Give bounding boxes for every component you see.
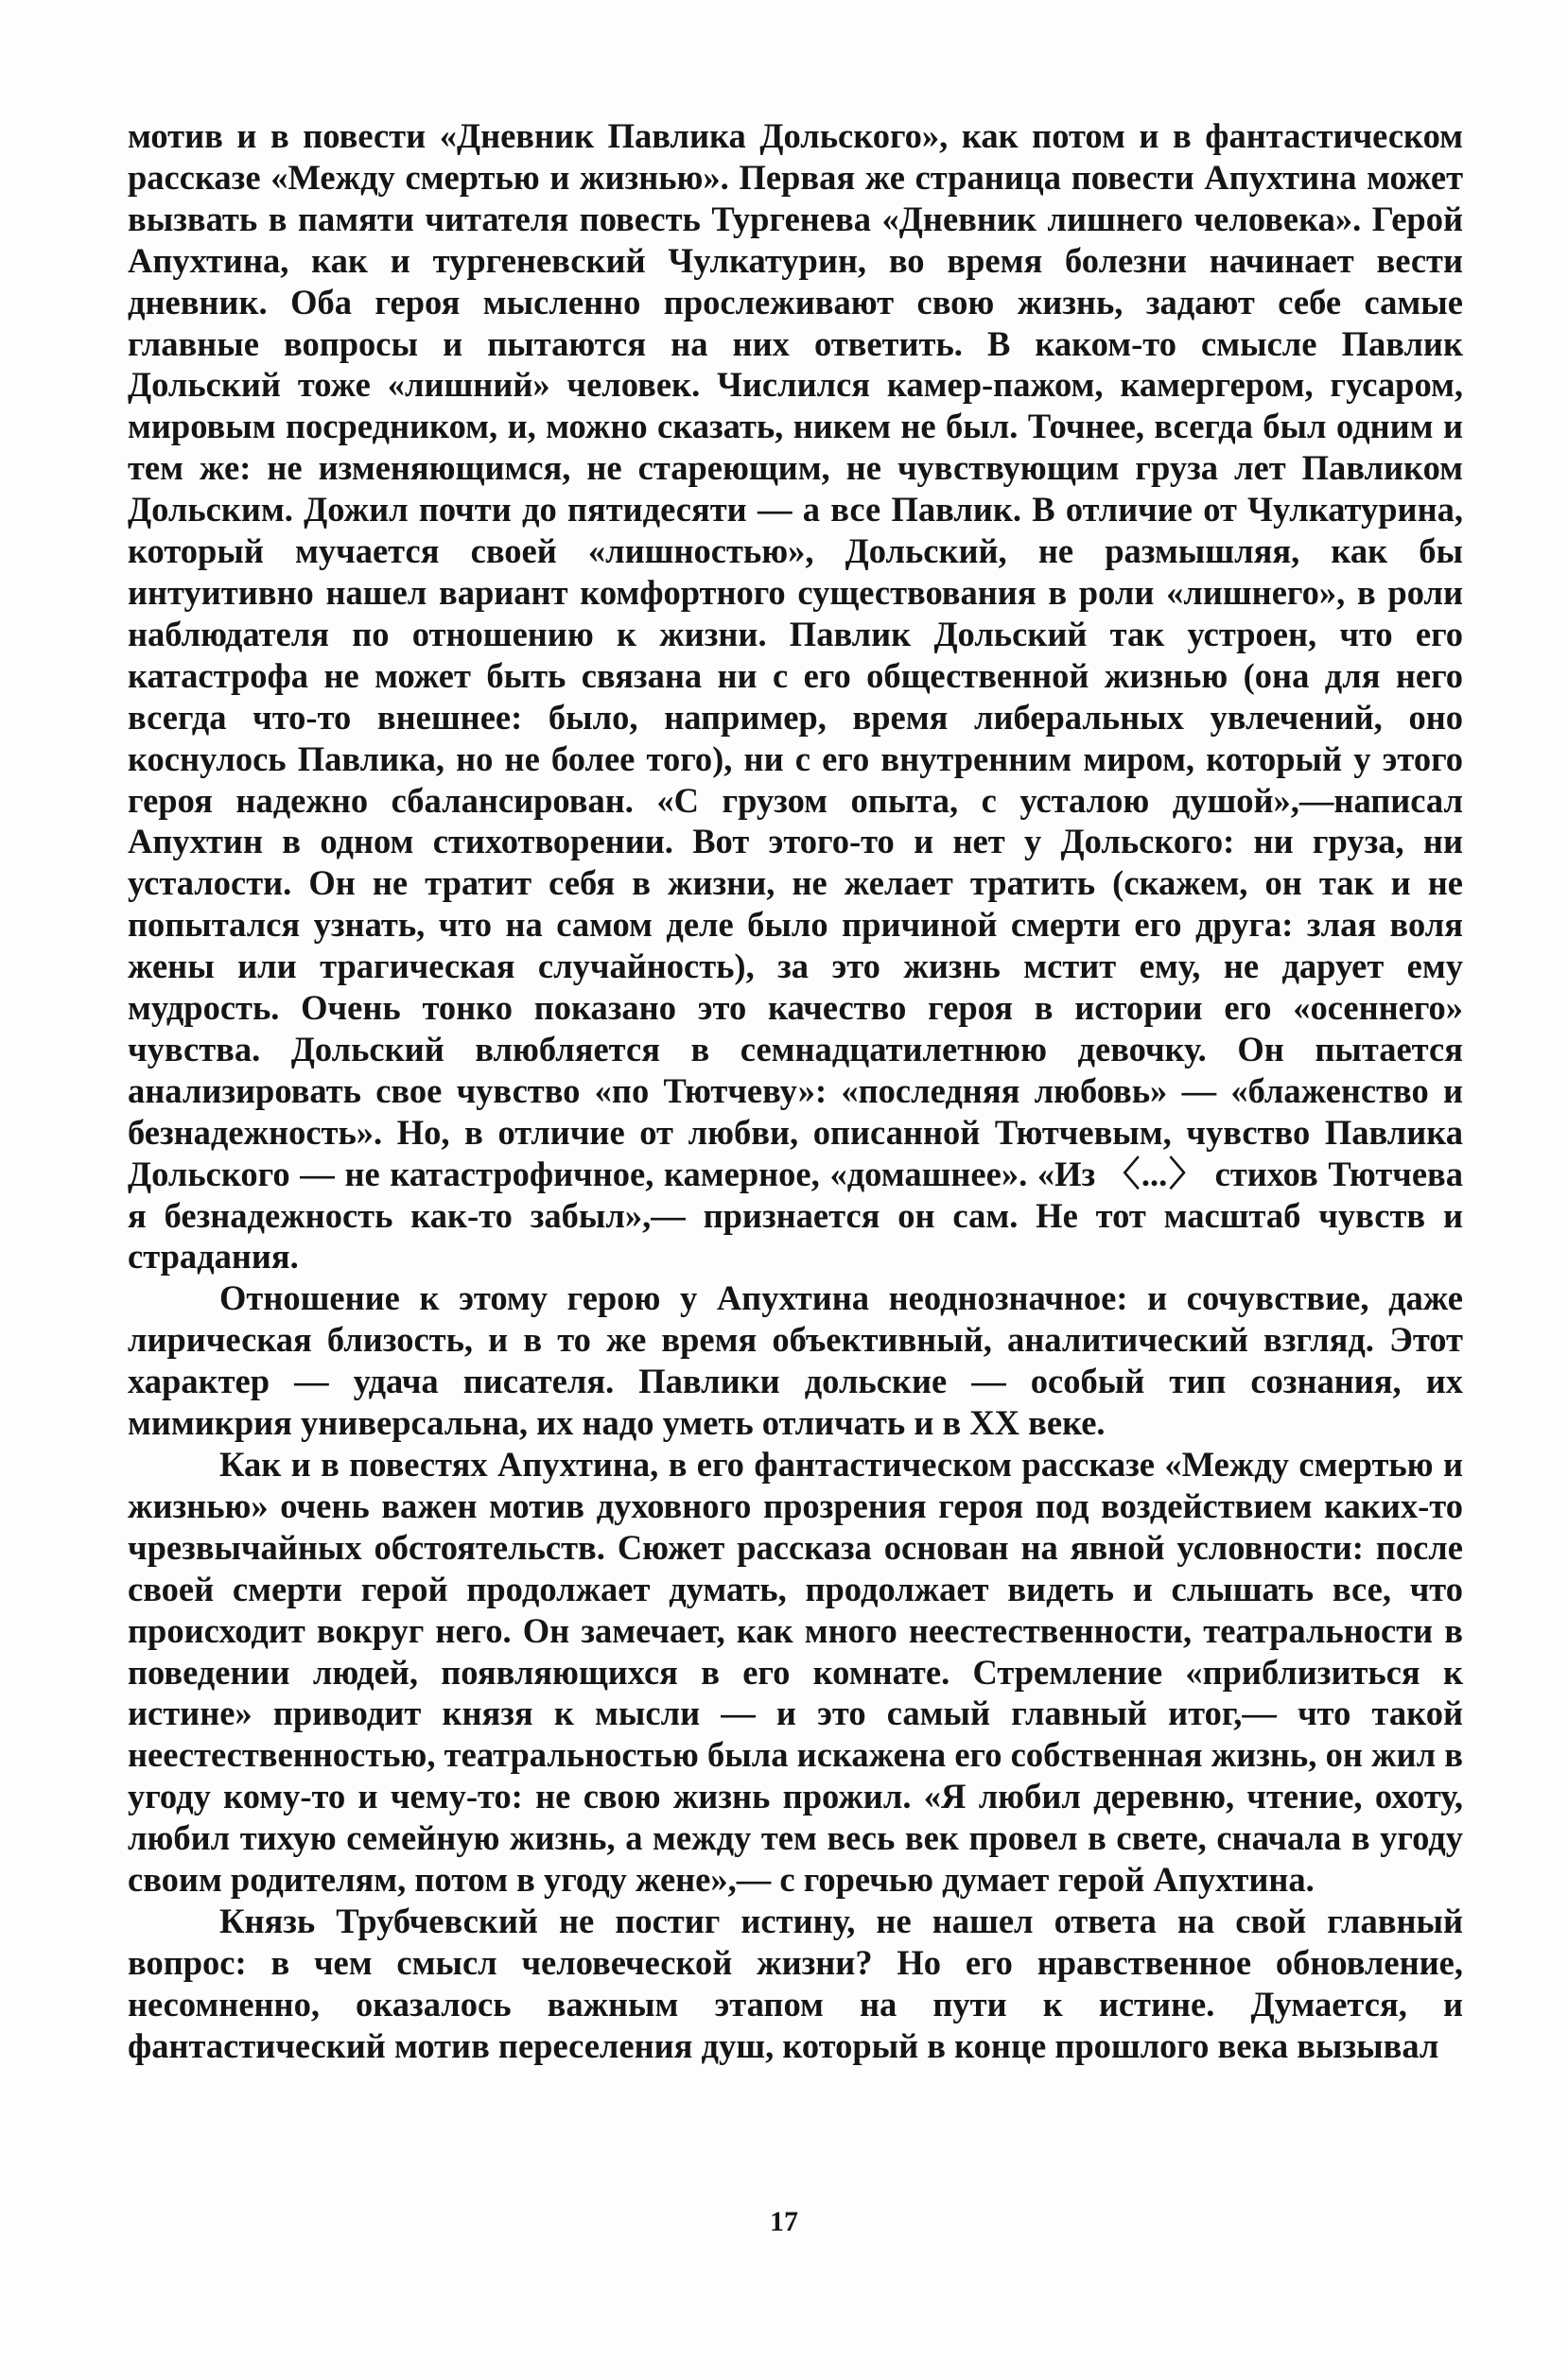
paragraph: мотив и в повести «Дневник Павлика Дольского», как потом и в фантастическом рассказе «Между смертью и жизнью». Первая же страница повести Апухтина может вызвать в памяти читателя повесть Тургенева «Дневник лишнего человека». Герой Апухтина, как и тургеневский Чулкатурин, во время болезни начинает вести дневник. Оба героя мысленно прослеживают свою жизнь, задают себе самые главные вопросы и пытаются на них ответить. В каком-то смысле Павлик Дольский тоже «лишний» человек. Числился камер-пажом, камергером, гусаром, мировым посредником, и, можно сказать, никем не был. Точнее, всегда был одним и тем же: не изменяющимся, не стареющим, не чувствующим груза лет Павликом Дольским. Дожил почти до пятидесяти — а все Павлик. В отличие от Чулкатурина, который мучается своей «лишностью», Дольский, не размышляя, как бы интуитивно нашел вариант комфортного существования в роли «лишнего», в роли наблюдателя по отношению к жизни. Павлик Дольский так устроен, что его катастрофа не может быть связана ни с его общественной жизнью (она для него всегда что-то внешнее: было, например, время либеральных увлечений, оно коснулось Павлика, но не более того), ни с его внутренним миром, который у этого героя надежно сбалансирован. «С грузом опыта, с усталою душой»,—написал Апухтин в одном стихотворении. Вот этого-то и нет у Дольского: ни груза, ни усталости. Он не тратит себя в жизни, не желает тратить (скажем, он так и не попытался узнать, что на самом деле было причиной смерти его друга: злая воля жены или трагическая случайность), за это жизнь мстит ему, не дарует ему мудрость. Очень тонко показано это качество героя в истории его «осеннего» чувства. Дольский влюбляется в семнадцатилетнюю девочку. Он пытается анализировать свое чувство «по Тютчеву»: «последняя любовь» — «блаженство и безнадежность». Но, в отличие от любви, описанной Тютчевым, чувство Павлика Дольского — не катастрофичное, камерное, «домашнее». «Из 〈...〉 стихов Тютчева я безнадежность как-то забыл»,— признается он сам. Не тот масштаб чувств и страдания. (128, 116, 1463, 1277)
paragraph: Как и в повестях Апухтина, в его фантастическом рассказе «Между смертью и жизнью» очень важен мотив духовного прозрения героя под воздействием каких-то чрезвычайных обстоятельств. Сюжет рассказа основан на явной условности: после своей смерти герой продолжает думать, продолжает видеть и слышать все, что происходит вокруг него. Он замечает, как много неестественности, театральности в поведении людей, появляющихся в его комнате. Стремление «приблизиться к истине» приводит князя к мысли — и это самый главный итог,— что такой неестественностью, театральностью была искажена его собственная жизнь, он жил в угоду кому-то и чему-то: не свою жизнь прожил. «Я любил деревню, чтение, охоту, любил тихую семейную жизнь, а между тем весь век провел в свете, сначала в угоду своим родителям, потом в угоду жене»,— с горечью думает герой Апухтина. (128, 1445, 1463, 1900)
paragraph: Князь Трубчевский не постиг истину, не нашел ответа на свой главный вопрос: в чем смысл человеческой жизни? Но его нравственное обновление, несомненно, оказалось важным этапом на пути к истине. Думается, и фантастический мотив переселения душ, который в конце прошлого века вызывал (128, 1901, 1463, 2065)
body-text (128, 115, 1463, 2067)
page-number: 17 (770, 2206, 798, 2237)
paragraph: Отношение к этому герою у Апухтина неоднозначное: и сочувствие, даже лирическая близость, и в то же время объективный, аналитический взгляд. Этот характер — удача писателя. Павлики дольские — особый тип сознания, их мимикрия универсальна, их надо уметь отличать и в XX веке. (128, 1278, 1463, 1443)
